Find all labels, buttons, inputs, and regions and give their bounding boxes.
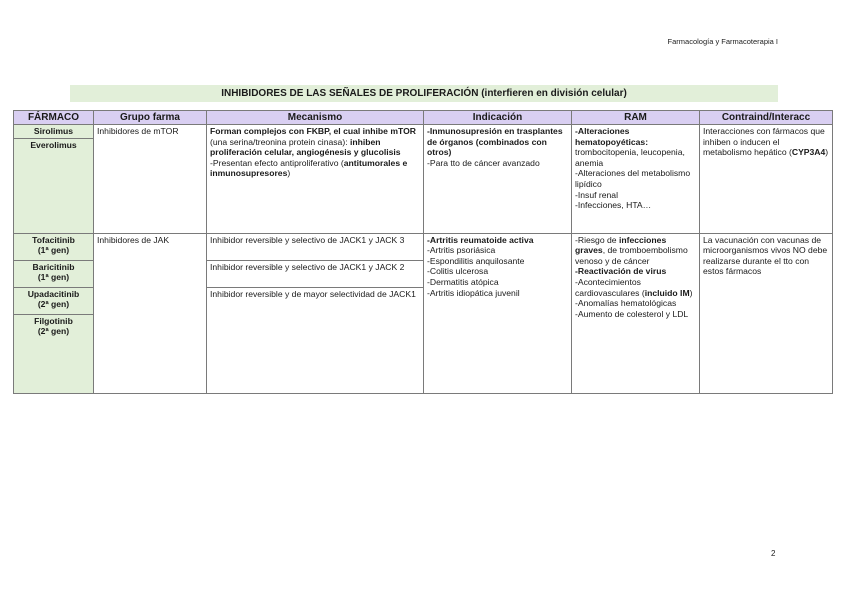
- mech-upadacitinib-filgotinib: Inhibidor reversible y de mayor selectividad de JACK1: [207, 287, 424, 393]
- table-row: [14, 233, 833, 260]
- ram-jak-bold-2: -Reactivación de virus: [575, 266, 667, 277]
- ind-jak-text-3: -Colitis ulcerosa: [427, 266, 489, 277]
- ind-jak-text-4: -Dermatitis atópica: [427, 276, 499, 287]
- drug-tofacitinib-gen: (1ª gen): [37, 245, 70, 256]
- ram-mtor: [572, 125, 700, 234]
- ind-mtor-text-1: -Para tto de cáncer avanzado: [427, 157, 540, 168]
- table-row: [14, 125, 833, 139]
- page-number: 2: [771, 549, 776, 558]
- contra-mtor-text-2: ): [825, 147, 829, 158]
- mech-mtor-bold-3: antitumorales e inmunosupresores: [210, 157, 408, 179]
- col-header-contraind: Contraind/Interacc: [700, 111, 833, 125]
- ram-jak-text-1: -Riesgo de: [575, 234, 619, 245]
- ind-jak-text-5: -Artritis idiopática juvenil: [427, 287, 520, 298]
- mech-baricitinib: Inhibidor reversible y selectivo de JACK1 y JACK 2: [207, 260, 424, 287]
- drug-sirolimus: Sirolimus: [14, 125, 94, 139]
- table-title: INHIBIDORES DE LAS SEÑALES DE PROLIFERACIÓN (interfieren en división celular): [70, 85, 778, 102]
- col-header-mecanismo: Mecanismo: [207, 111, 424, 125]
- ind-jak-bold-1: -Artritis reumatoide activa: [427, 234, 534, 245]
- drug-tofacitinib-name: Tofacitinib: [32, 234, 75, 245]
- ind-jak-text-1: -Artritis psoriásica: [427, 245, 496, 256]
- drug-upadacitinib-gen: (2ª gen): [37, 299, 70, 310]
- mech-mtor-bold-2: inhiben proliferación celular, angiogénesis y glucolisis: [210, 136, 401, 158]
- drug-upadacitinib-name: Upadacitinib: [27, 288, 80, 299]
- group-jak: Inhibidores de JAK: [94, 233, 207, 393]
- ram-jak-text-5: -Anomalías hematológicas: [575, 298, 677, 309]
- ind-mtor: [424, 125, 572, 234]
- col-header-grupo: Grupo farma: [94, 111, 207, 125]
- ram-mtor-text-1: trombocitopenia, leucopenia, anemia: [575, 147, 685, 168]
- drug-tofacitinib: [14, 233, 94, 260]
- mech-mtor-bold-1: Forman complejos con FKBP, el cual inhibe mTOR: [210, 126, 416, 136]
- mech-mtor-text-1: (una serina/treonina protein cinasa):: [210, 136, 350, 147]
- ram-mtor-text-4: -Infecciones, HTA…: [575, 200, 652, 211]
- group-mtor: Inhibidores de mTOR: [94, 125, 207, 234]
- drug-everolimus: Everolimus: [14, 138, 94, 233]
- col-header-ram: RAM: [572, 111, 700, 125]
- ram-jak-text-4: ): [689, 287, 693, 298]
- ram-jak: [572, 233, 700, 393]
- contra-mtor-text-1: Interacciones con fármacos que inhiben o inducen el metabolismo hepático (: [703, 126, 825, 158]
- ram-jak-text-6: -Aumento de colesterol y LDL: [575, 308, 689, 319]
- drug-table: [13, 110, 833, 394]
- ram-jak-bold-1: infecciones graves: [575, 234, 667, 256]
- mech-mtor: [207, 125, 424, 234]
- ram-jak-bold-3: incluido IM: [644, 287, 690, 298]
- ram-jak-text-2: , de tromboembolismo venoso y de cáncer: [575, 245, 688, 266]
- mech-mtor-text-3: ): [287, 168, 291, 179]
- drug-filgotinib-gen: (2ª gen): [37, 326, 70, 337]
- col-header-indicacion: Indicación: [424, 111, 572, 125]
- col-header-farmaco: FÁRMACO: [14, 111, 94, 125]
- mech-tofacitinib: Inhibidor reversible y selectivo de JACK1 y JACK 3: [207, 233, 424, 260]
- contra-mtor-bold-1: CYP3A4: [791, 147, 826, 158]
- ram-mtor-bold-1: -Alteraciones hematopoyéticas:: [575, 126, 649, 147]
- ram-mtor-text-2: -Alteraciones del metabolismo lipídico: [575, 168, 691, 189]
- table-header-row: [14, 111, 833, 125]
- drug-upadacitinib: [14, 287, 94, 314]
- ind-jak: [424, 233, 572, 393]
- drug-filgotinib: [14, 314, 94, 393]
- ram-jak-text-3: -Acontecimientos cardiovasculares (: [575, 276, 645, 298]
- contra-jak: La vacunación con vacunas de microorganismos vivos NO debe realizarse durante el tto con estos fármacos: [700, 233, 833, 393]
- ind-jak-text-2: -Espondilitis anquilosante: [427, 255, 525, 266]
- drug-baricitinib-gen: (1ª gen): [37, 272, 70, 283]
- page-header: Farmacología y Farmacoterapia I: [667, 37, 778, 46]
- ind-mtor-bold-1: -Inmunosupresión en trasplantes de órganos (combinados con otros): [427, 126, 563, 158]
- ram-mtor-text-3: -Insuf renal: [575, 189, 618, 200]
- drug-baricitinib: [14, 260, 94, 287]
- drug-baricitinib-name: Baricitinib: [32, 261, 75, 272]
- drug-filgotinib-name: Filgotinib: [34, 315, 73, 326]
- mech-mtor-text-2: -Presentan efecto antiproliferativo (: [210, 157, 344, 168]
- contra-mtor: [700, 125, 833, 234]
